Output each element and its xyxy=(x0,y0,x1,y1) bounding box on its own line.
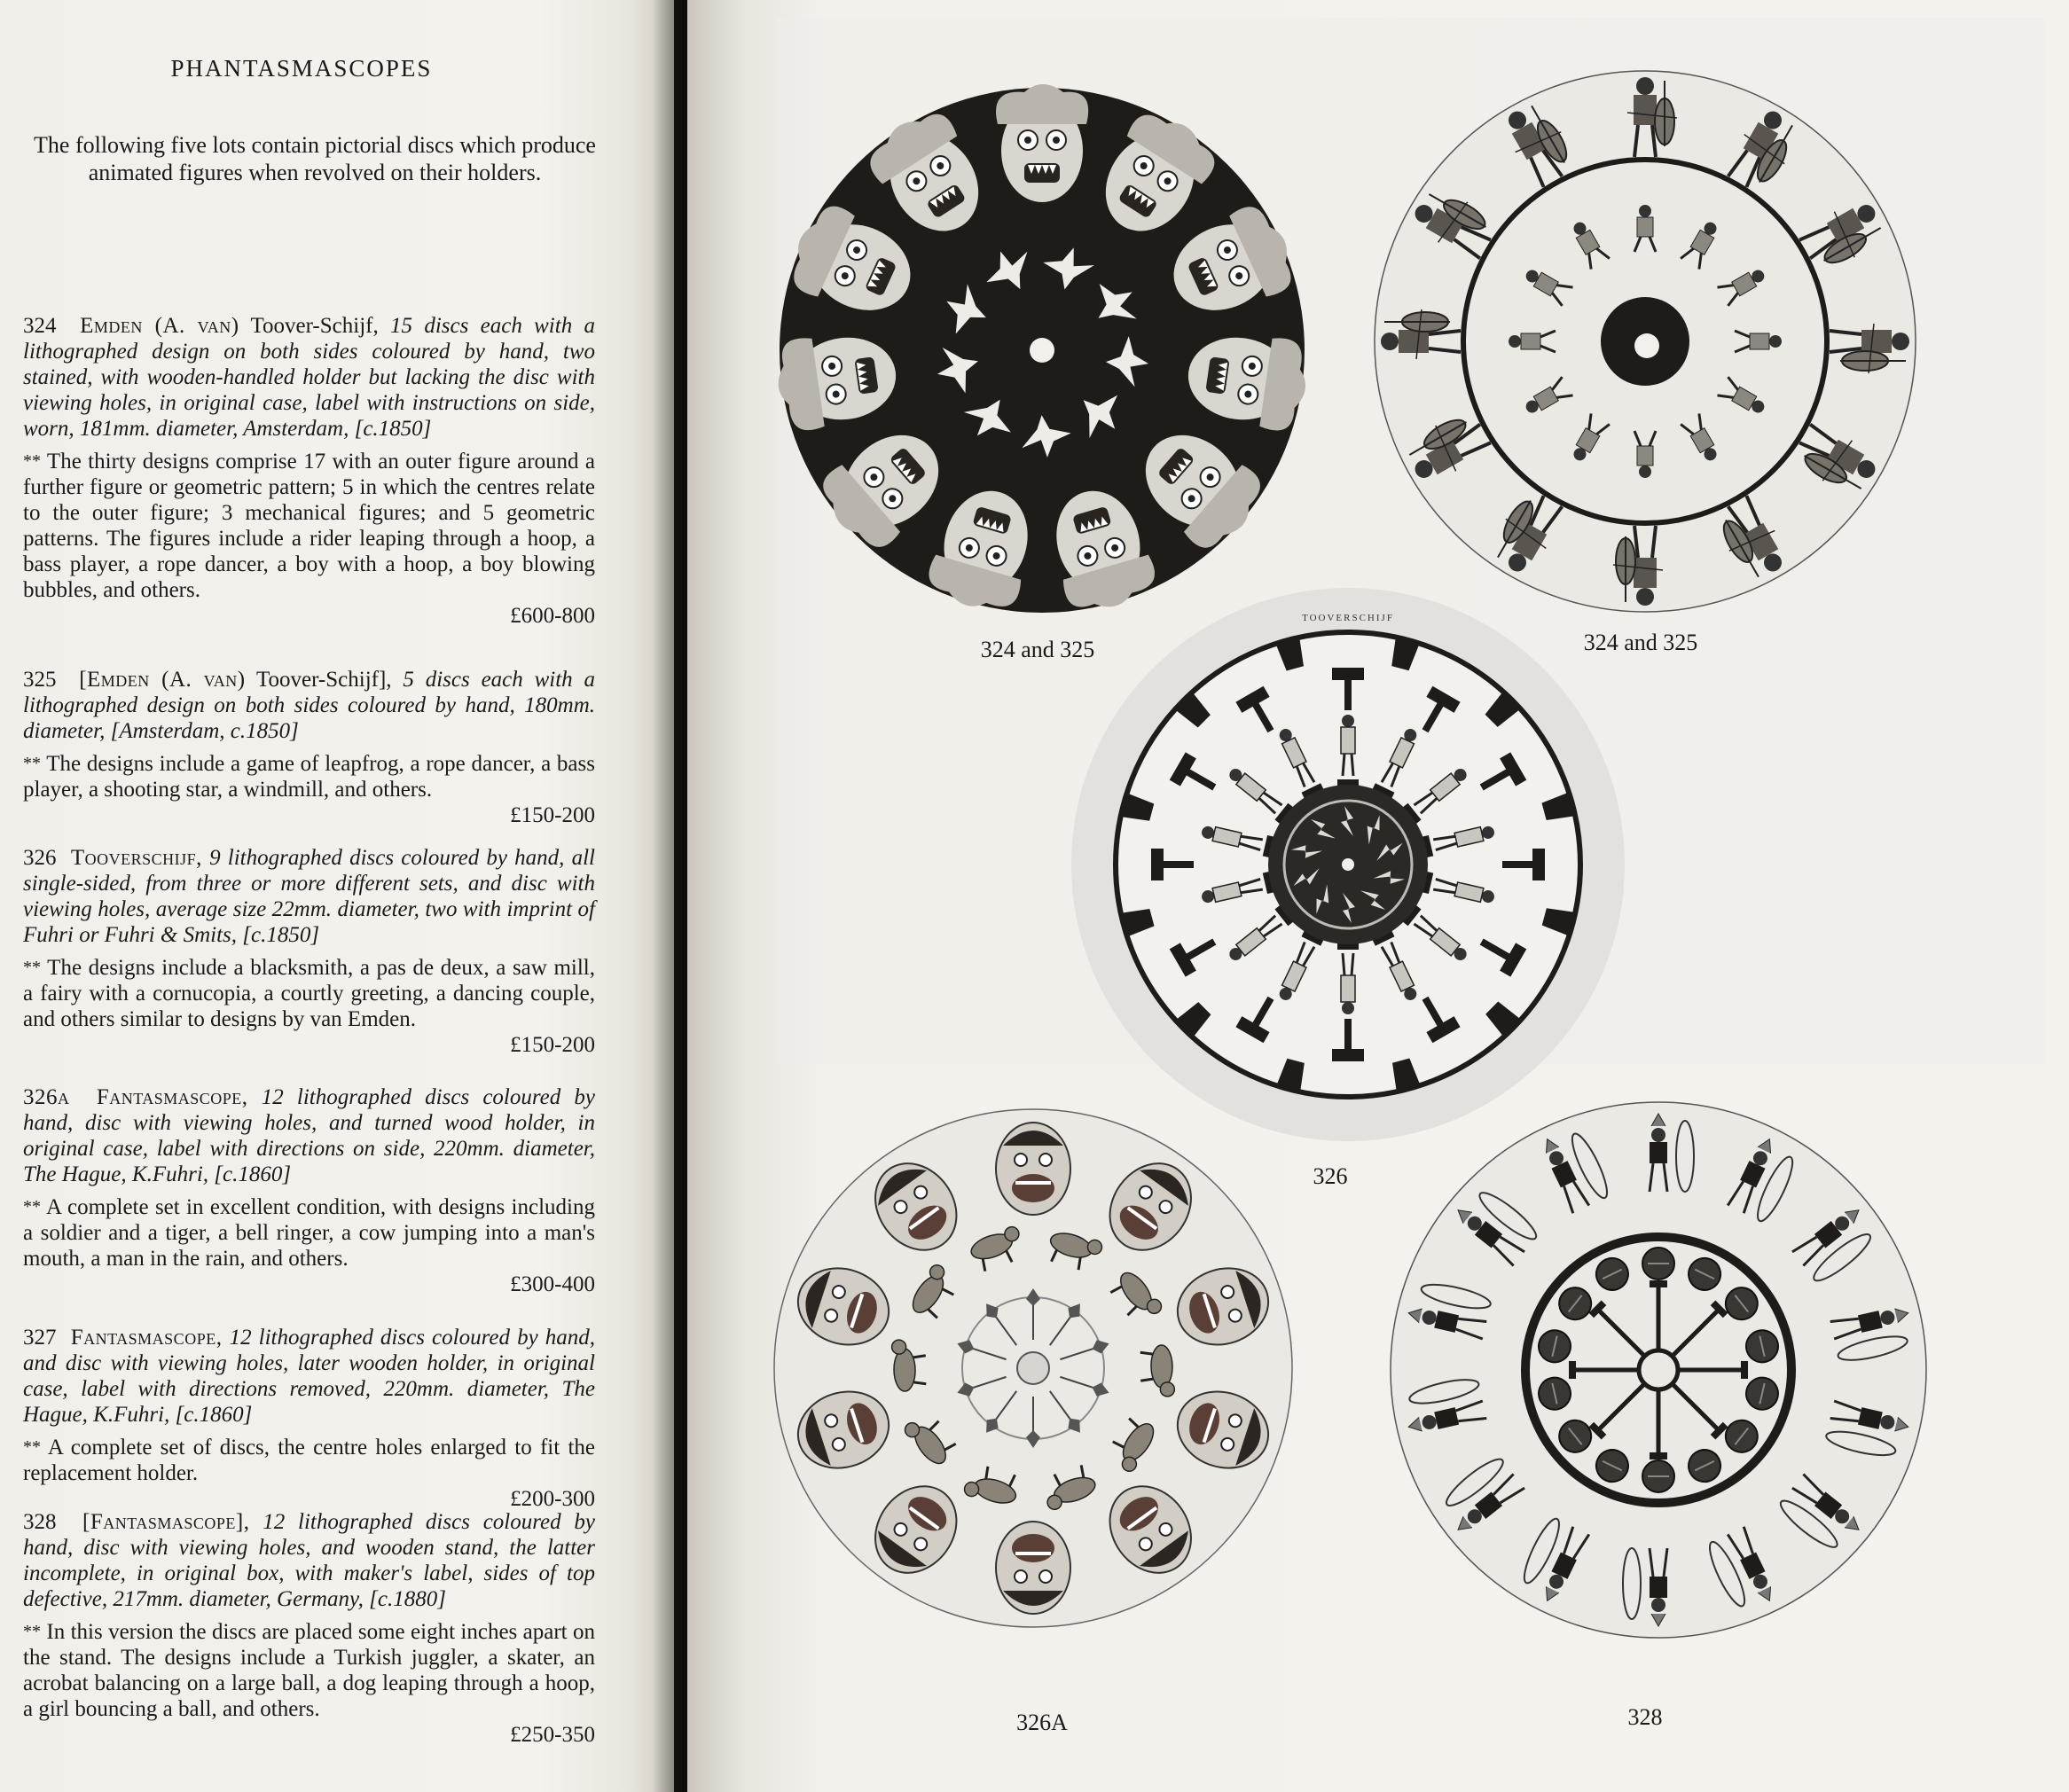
lot-title xyxy=(248,1085,262,1109)
lot-description: 12 lithographed discs coloured by hand, disc with viewing holes, and turned wood holder, in original case, label with directions on side, 220mm. diameter, The Hague, K.Fuhri, [c.1860] xyxy=(23,1085,596,1186)
lot-estimate: £200-300 xyxy=(510,1487,595,1511)
lot-note xyxy=(23,751,595,802)
lot-title xyxy=(202,846,209,870)
lot-heading xyxy=(23,667,595,744)
lot-maker: [Fantasmascope], xyxy=(82,1510,250,1534)
disc-title-text: TOOVERSCHIJF xyxy=(1302,613,1394,623)
lot-note xyxy=(23,449,595,603)
lot-title: Toover-Schijf], xyxy=(245,668,404,692)
note-text: In this version the discs are placed some eight inches apart on the stand. The designs include a Turkish juggler, a skater, an acrobat balancing on a large ball, a dog leaping through a hoop, a girl bouncing a ball, and others. xyxy=(23,1620,595,1721)
lot-note xyxy=(23,1619,595,1722)
note-asterisks: ** xyxy=(23,754,41,773)
lot-title xyxy=(222,1326,229,1350)
lot-number: 328 xyxy=(23,1510,57,1534)
lot-heading xyxy=(23,1509,595,1612)
lot-325 xyxy=(23,667,595,828)
open-mouth-face xyxy=(996,1123,1070,1215)
lot-number: 327 xyxy=(23,1326,57,1350)
lot-324 xyxy=(23,313,595,629)
note-asterisks: ** xyxy=(23,451,41,471)
lot-estimate: £250-350 xyxy=(510,1723,595,1747)
lot-328 xyxy=(23,1509,595,1748)
lot-title: Toover-Schijf, xyxy=(239,314,391,338)
lot-327 xyxy=(23,1325,595,1512)
disc-bass-players xyxy=(1370,67,1920,616)
note-text: A complete set in excellent condition, with designs including a soldier and a tiger, a bell ringer, a cow jumping into a man's mouth, a man in the rain, and others. xyxy=(23,1195,595,1271)
lot-estimate: £300-400 xyxy=(510,1272,595,1296)
disc-hoop-jugglers xyxy=(1388,1099,1929,1640)
lot-description: 12 lithographed discs coloured by hand, and disc with viewing holes, later wooden holder, in original case, label with directions removed, 220mm. diameter, The Hague, K.Fuhri, [c.1860] xyxy=(23,1326,596,1427)
lot-estimate: £150-200 xyxy=(510,1033,595,1057)
lot-maker: Fantasmascope, xyxy=(70,1326,223,1350)
lot-title xyxy=(249,1510,263,1534)
caption-disc-5: 328 xyxy=(1627,1704,1663,1730)
ball-pattern xyxy=(1642,1248,1674,1279)
lot-note xyxy=(23,955,595,1032)
left-page xyxy=(0,0,674,1792)
caption-disc-1: 324 and 325 xyxy=(980,637,1095,662)
lot-number: 326 xyxy=(23,846,57,870)
disc-cow-mouth xyxy=(772,1107,1295,1630)
lot-326a xyxy=(23,1084,595,1297)
lot-heading xyxy=(23,1325,595,1428)
caption-disc-2: 324 and 325 xyxy=(1583,630,1698,655)
right-page xyxy=(687,0,2069,1792)
lot-maker: [Emden (A. van) xyxy=(79,668,246,692)
lot-number: 324 xyxy=(23,314,57,338)
lot-heading xyxy=(23,313,595,442)
lot-estimate: £150-200 xyxy=(510,803,595,827)
lot-description: 5 discs each with a lithographed design on both sides coloured by hand, 180mm. diameter, [Amsterdam, c.1850] xyxy=(23,668,595,743)
note-text: The thirty designs comprise 17 with an outer figure around a further figure or geometric pattern; 5 in which the centres relate to the outer figure; 3 mechanical figures; and 5 geometric patterns. The figures include a rider leaping through a hoop, a bass player, a rope dancer, a boy with a hoop, a boy blowing bubbles, and others. xyxy=(23,450,595,602)
open-mouth-face xyxy=(996,1522,1070,1614)
ball-pattern xyxy=(1642,1460,1674,1492)
note-asterisks: ** xyxy=(23,1197,41,1217)
gutter-shadow xyxy=(652,0,692,1792)
lot-maker: Tooverschijf, xyxy=(70,846,202,870)
disc-blacksmiths xyxy=(1069,585,1627,1144)
note-asterisks: ** xyxy=(23,958,41,977)
running-head: PHANTASMASCOPES xyxy=(170,55,433,82)
lot-maker: Fantasmascope, xyxy=(96,1085,248,1109)
lot-note xyxy=(23,1194,595,1272)
note-text: A complete set of discs, the centre holes enlarged to fit the replacement holder. xyxy=(23,1436,595,1485)
caption-disc-3: 326 xyxy=(1313,1163,1348,1189)
note-asterisks: ** xyxy=(23,1622,41,1641)
lot-description: 9 lithographed discs coloured by hand, all single-sided, from three or more different sets, and disc with viewing holes, average size 22mm. diameter, two with imprint of Fuhri or Fuhri & Smits, [c.1850] xyxy=(23,846,596,947)
note-asterisks: ** xyxy=(23,1437,41,1457)
lot-note xyxy=(23,1435,595,1486)
intro-paragraph: The following five lots contain pictorial discs which produce animated figures when revolved on their holders. xyxy=(34,132,596,185)
lot-description: 12 lithographed discs coloured by hand, disc with viewing holes, and wooden stand, the latter incomplete, in original box, with maker's label, sides of top defective, 217mm. diameter, Germany, [c.1880] xyxy=(23,1510,596,1611)
lot-heading xyxy=(23,1084,595,1187)
note-text: The designs include a game of leapfrog, a rope dancer, a bass player, a shooting star, a windmill, and others. xyxy=(23,752,595,802)
disc-faces-dark xyxy=(776,84,1308,616)
lot-maker: Emden (A. van) xyxy=(80,314,239,338)
lot-heading xyxy=(23,845,595,948)
note-text: The designs include a blacksmith, a pas de deux, a saw mill, a fairy with a cornucopia, a courtly greeting, a dancing couple, and others similar to designs by van Emden. xyxy=(23,956,595,1031)
caption-disc-4: 326A xyxy=(1016,1710,1068,1735)
lot-number: 325 xyxy=(23,668,57,692)
lot-estimate: £600-800 xyxy=(510,604,595,628)
lot-description: 15 discs each with a lithographed design on both sides coloured by hand, two stained, with wooden-handled holder but lacking the disc with viewing holes, in original case, label with instructions on side, worn, 181mm. diameter, Amsterdam, [c.1850] xyxy=(23,314,596,441)
lot-326 xyxy=(23,845,595,1058)
lot-number: 326a xyxy=(23,1085,70,1109)
